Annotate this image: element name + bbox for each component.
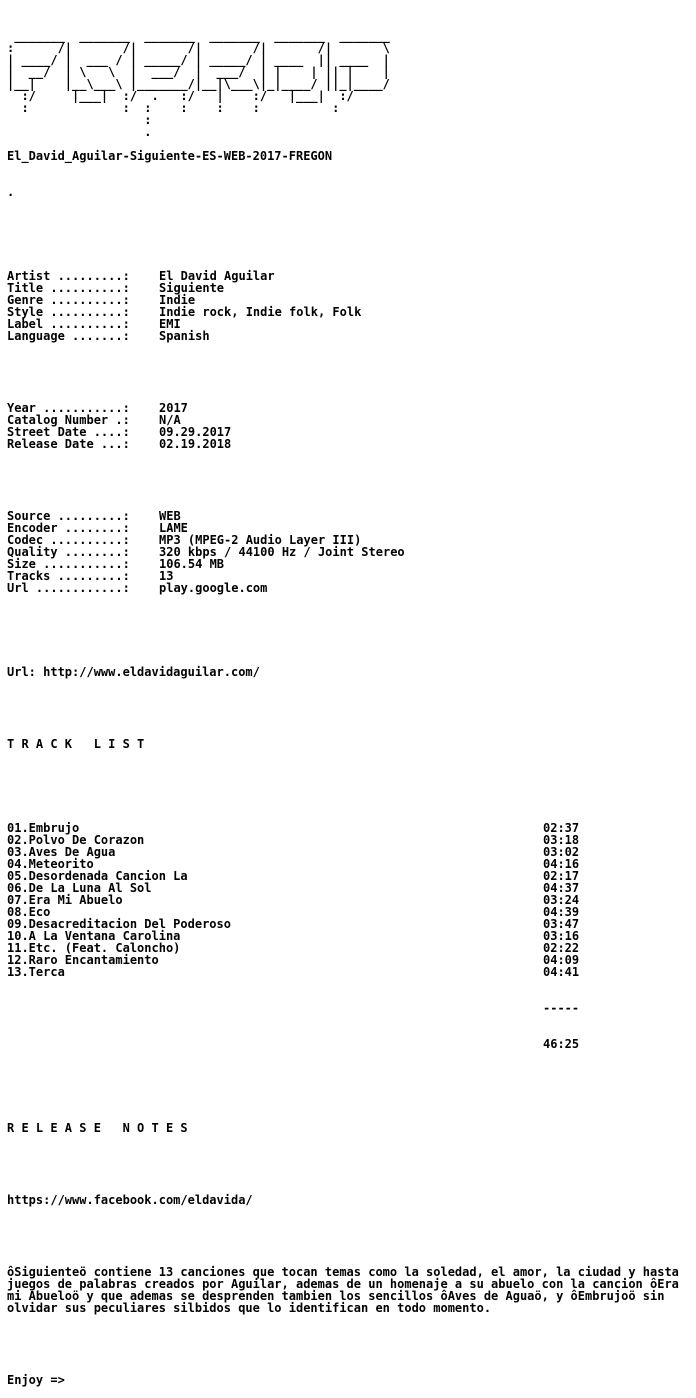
total-time-row xyxy=(7,1038,691,1050)
info-block-2 xyxy=(7,402,691,450)
release-notes-heading: R E L E A S E N O T E S xyxy=(7,1121,188,1135)
nfo-document xyxy=(7,6,691,1398)
spacer xyxy=(7,702,691,714)
info-value: WEB xyxy=(159,509,181,523)
spacer xyxy=(7,1074,691,1086)
track-duration: 02:22 xyxy=(543,941,580,955)
homepage-url: Url: http://www.eldavidaguilar.com/ xyxy=(7,665,260,679)
track-row xyxy=(7,846,691,858)
facebook-url: https://www.facebook.com/eldavida/ xyxy=(7,1193,253,1207)
track-title: 12.Raro Encantamiento xyxy=(7,953,159,967)
info-value: EMI xyxy=(159,317,181,331)
info-value: N/A xyxy=(159,413,181,427)
total-separator-row xyxy=(7,1002,691,1014)
track-list xyxy=(7,822,691,978)
info-value: play.google.com xyxy=(159,581,268,595)
spacer xyxy=(7,1338,691,1350)
spacer xyxy=(7,366,691,378)
spacer xyxy=(7,774,691,786)
release-notes-text: ôSiguienteö contiene 13 canciones que tocan temas como la soledad, el amor, la ciudad y hasta juegos de palabras creados por Aguilar, ademas de un homenaje a su abuelo con la cancion ôEra mi Abueloö y que ademas se desprenden tambien los sencillos ôAves de Aguaö, y ôEmbrujoö sin olvidar sus peculiares silbidos que lo identifican en todo momento. xyxy=(7,1265,679,1315)
track-title: 06.De La Luna Al Sol xyxy=(7,881,152,895)
info-key: Label ..........: xyxy=(7,317,130,331)
track-duration: 03:47 xyxy=(543,917,580,931)
info-row xyxy=(7,438,691,450)
info-value: Indie xyxy=(159,293,196,307)
info-value: 09.29.2017 xyxy=(159,425,232,439)
ascii-logo: _______ _______ _______ _______ _______ _______ : /| /| /| /| /| \ | ____/ | ___ / | _____/ | _____/ | ____ || ____ | | __/ | \ \ | ___/ | ___/ | | | || | | |__| |__\___\ |_______/|__|\___\|_|____/ ||_|____/ :/ |___| :/ . :/ | :/ |___| :/ : : : : : : : : . xyxy=(7,29,390,139)
spacer xyxy=(7,1230,691,1242)
spacer xyxy=(7,1158,691,1170)
track-title: 08.Eco xyxy=(7,905,51,919)
info-value: 106.54 MB xyxy=(159,557,225,571)
info-value: Siguiente xyxy=(159,281,225,295)
track-duration: 03:16 xyxy=(543,929,580,943)
track-title: 11.Etc. (Feat. Caloncho) xyxy=(7,941,181,955)
track-row xyxy=(7,966,691,978)
track-title: 02.Polvo De Corazon xyxy=(7,833,145,847)
info-row xyxy=(7,582,691,594)
info-key: Url ............: xyxy=(7,581,130,595)
release-name: El_David_Aguilar-Siguiente-ES-WEB-2017-FREGON xyxy=(7,149,333,163)
info-value: Spanish xyxy=(159,329,210,343)
track-duration: 03:18 xyxy=(543,833,580,847)
spacer xyxy=(7,222,691,234)
track-duration: 02:37 xyxy=(543,821,580,835)
info-value: El David Aguilar xyxy=(159,269,275,283)
info-value: Indie rock, Indie folk, Folk xyxy=(159,305,362,319)
info-value: 2017 xyxy=(159,401,188,415)
track-title: 04.Meteorito xyxy=(7,857,94,871)
track-title: 07.Era Mi Abuelo xyxy=(7,893,123,907)
info-key: Release Date ...: xyxy=(7,437,130,451)
info-key: Title ..........: xyxy=(7,281,130,295)
track-duration: 04:41 xyxy=(543,965,580,979)
spacer xyxy=(7,474,691,486)
info-key: Style ..........: xyxy=(7,305,130,319)
track-duration: 04:09 xyxy=(543,953,580,967)
info-value: 320 kbps / 44100 Hz / Joint Stereo xyxy=(159,545,405,559)
info-row xyxy=(7,330,691,342)
info-key: Codec ..........: xyxy=(7,533,130,547)
track-duration: 04:39 xyxy=(543,905,580,919)
release-name-dot: . xyxy=(7,185,15,199)
info-key: Catalog Number .: xyxy=(7,413,130,427)
track-duration: 04:16 xyxy=(543,857,580,871)
info-key: Tracks .........: xyxy=(7,569,130,583)
track-duration: 03:02 xyxy=(543,845,580,859)
info-value: 02.19.2018 xyxy=(159,437,232,451)
spacer xyxy=(7,618,691,630)
track-duration: 02:17 xyxy=(543,869,580,883)
track-duration: 04:37 xyxy=(543,881,580,895)
info-key: Year ...........: xyxy=(7,401,130,415)
info-key: Encoder ........: xyxy=(7,521,130,535)
info-key: Source .........: xyxy=(7,509,130,523)
info-value: MP3 (MPEG-2 Audio Layer III) xyxy=(159,533,362,547)
track-title: 09.Desacreditacion Del Poderoso xyxy=(7,917,231,931)
track-title: 13.Terca xyxy=(7,965,65,979)
info-value: LAME xyxy=(159,521,188,535)
enjoy-line: Enjoy => xyxy=(7,1373,65,1387)
track-row xyxy=(7,954,691,966)
info-block-3 xyxy=(7,510,691,594)
total-time: 46:25 xyxy=(543,1037,580,1051)
total-separator: ----- xyxy=(543,1001,580,1015)
tracklist-heading: T R A C K L I S T xyxy=(7,737,145,751)
track-duration: 03:24 xyxy=(543,893,580,907)
info-key: Quality ........: xyxy=(7,545,130,559)
info-key: Artist .........: xyxy=(7,269,130,283)
info-value: 13 xyxy=(159,569,174,583)
info-key: Size ...........: xyxy=(7,557,130,571)
info-block-1 xyxy=(7,270,691,342)
track-row xyxy=(7,894,691,906)
info-key: Genre ..........: xyxy=(7,293,130,307)
info-key: Language .......: xyxy=(7,329,130,343)
track-title: 10.A La Ventana Carolina xyxy=(7,929,181,943)
track-title: 01.Embrujo xyxy=(7,821,80,835)
track-title: 03.Aves De Agua xyxy=(7,845,116,859)
info-key: Street Date ....: xyxy=(7,425,130,439)
track-title: 05.Desordenada Cancion La xyxy=(7,869,188,883)
